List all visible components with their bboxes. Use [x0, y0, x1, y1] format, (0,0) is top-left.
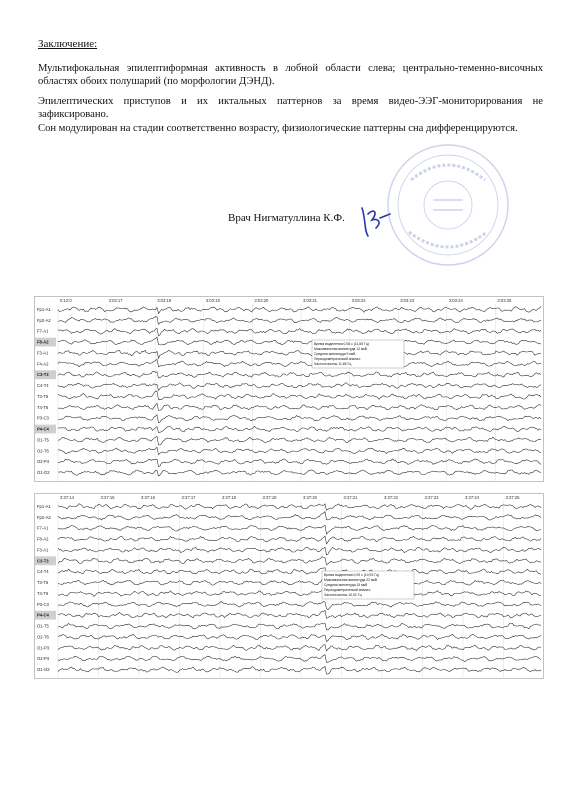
clinic-stamp-seal: [383, 140, 513, 270]
eeg-annotation-line: Максимальная амплитуда 12 мкВ: [314, 347, 368, 351]
eeg-time-label: 3:37:19: [262, 495, 277, 500]
eeg-annotation-line: Периодометрический анализ:: [324, 588, 371, 592]
eeg-channel-label: P4-C4: [37, 612, 49, 618]
eeg-channel-label: F8-A2: [37, 536, 49, 542]
eeg-channel-label: F3-A1: [37, 350, 49, 356]
eeg-channel-label: O1-O2: [37, 667, 50, 673]
eeg-time-label: 3:03:19: [205, 298, 220, 303]
eeg-measurement-annotation: [322, 571, 414, 599]
eeg-time-label: 3:37:23: [424, 495, 439, 500]
eeg-channel-label: O2-T6: [37, 448, 49, 454]
eeg-time-label: 3:03:18: [157, 298, 172, 303]
eeg-time-label: 3:37:20: [303, 495, 317, 500]
eeg-annotation-line: Средняя амплитуда 9 мкВ: [314, 352, 356, 356]
eeg-channel-label: O2-P4: [37, 459, 50, 465]
conclusion-heading: Заключение:: [38, 38, 98, 50]
eeg-channel-label: O1-P3: [37, 645, 50, 651]
eeg-channel-label: F4-A2: [37, 361, 49, 367]
conclusion-paragraph-activity: Мультифокальная эпилептиформная активность в лобной области слева; центрально-теменно-височных областях обоих полушарий (по морфологии ДЭНД).: [38, 63, 543, 88]
eeg-recording-panel-1: [34, 296, 544, 482]
eeg-time-label: 0:12:0: [60, 298, 72, 303]
eeg-time-label: 3:03:25: [497, 298, 512, 303]
eeg-time-label: 3:37:22: [384, 495, 398, 500]
eeg-channel-label: O1-T5: [37, 437, 49, 443]
eeg-time-label: 3:37:24: [465, 495, 479, 500]
eeg-channel-label: T4-T6: [37, 590, 49, 596]
eeg-time-label: 3:37:16: [141, 495, 155, 500]
conclusion-paragraph-seizures: Эпилептических приступов и их иктальных паттернов за время видео-ЭЭГ-мониторирования не зафиксировано.: [38, 96, 543, 121]
eeg-time-label: 3:37:17: [181, 495, 196, 500]
eeg-time-label: 3:37:18: [222, 495, 236, 500]
eeg-channel-label: T4-T6: [37, 404, 49, 410]
eeg-channel-label: C3-T3: [37, 558, 49, 564]
eeg-annotation-line: Время выделения 0,09 с (10,92 Гц): [324, 573, 380, 577]
eeg-annotation-line: Частота волны 10,92 Гц: [324, 593, 362, 597]
eeg-time-label: 3:37:15: [100, 495, 115, 500]
eeg-channel-label: Fp2-A2: [37, 317, 51, 323]
eeg-time-label: 3:37:25: [505, 495, 520, 500]
eeg-channel-label: Fp1-A1: [37, 306, 51, 312]
doctor-signature-line: Врач Нигматуллина К.Ф.: [228, 212, 345, 224]
eeg-channel-label: C3-T3: [37, 372, 49, 378]
eeg-channel-label: P4-C4: [37, 426, 49, 432]
eeg-measurement-annotation: [312, 340, 404, 368]
eeg-channel-label: P3-C3: [37, 415, 49, 421]
eeg-channel-label: P3-C3: [37, 601, 49, 607]
eeg-time-label: 3:03:24: [448, 298, 463, 303]
eeg-time-label: 3:03:20: [254, 298, 269, 303]
eeg-channel-label: F7-A1: [37, 525, 49, 531]
eeg-channel-label: C4-T4: [37, 569, 49, 575]
eeg-channel-label: O2-P4: [37, 656, 50, 662]
eeg-recording-panel-2: [34, 493, 544, 679]
eeg-time-label: 3:37:21: [343, 495, 358, 500]
eeg-annotation-line: Средняя амплитуда 15 мкВ: [324, 583, 368, 587]
eeg-annotation-line: Периодометрический анализ:: [314, 357, 361, 361]
eeg-channel-label: F8-A2: [37, 339, 49, 345]
eeg-channel-label: Fp2-A2: [37, 514, 51, 520]
eeg-channel-label: O2-T6: [37, 634, 49, 640]
eeg-time-label: 3:03:23: [400, 298, 415, 303]
eeg-annotation-line: Частота волны 11,65 Гц: [314, 362, 352, 366]
eeg-time-label: 3:37:14: [60, 495, 74, 500]
conclusion-paragraph-sleep: Сон модулирован на стадии соответственно возрасту, физиологические паттерны сна дифференцируются.: [38, 123, 518, 134]
eeg-channel-label: F7-A1: [37, 328, 49, 334]
eeg-annotation-line: Максимальная амплитуда 22 мкВ: [324, 578, 378, 582]
eeg-time-label: 3:03:21: [303, 298, 317, 303]
eeg-time-label: 3:03:17: [108, 298, 123, 303]
eeg-channel-label: T3-T5: [37, 393, 49, 399]
eeg-channel-label: O1-T5: [37, 623, 49, 629]
eeg-channel-label: F3-A1: [37, 547, 49, 553]
eeg-channel-label: Fp1-A1: [37, 503, 51, 509]
eeg-channel-label: O1-O2: [37, 470, 50, 476]
eeg-channel-label: C4-T4: [37, 383, 49, 389]
eeg-annotation-line: Время выделения 0,08 с (11,65 Гц): [314, 342, 369, 346]
eeg-channel-label: T3-T5: [37, 580, 49, 586]
eeg-time-label: 3:03:22: [351, 298, 366, 303]
